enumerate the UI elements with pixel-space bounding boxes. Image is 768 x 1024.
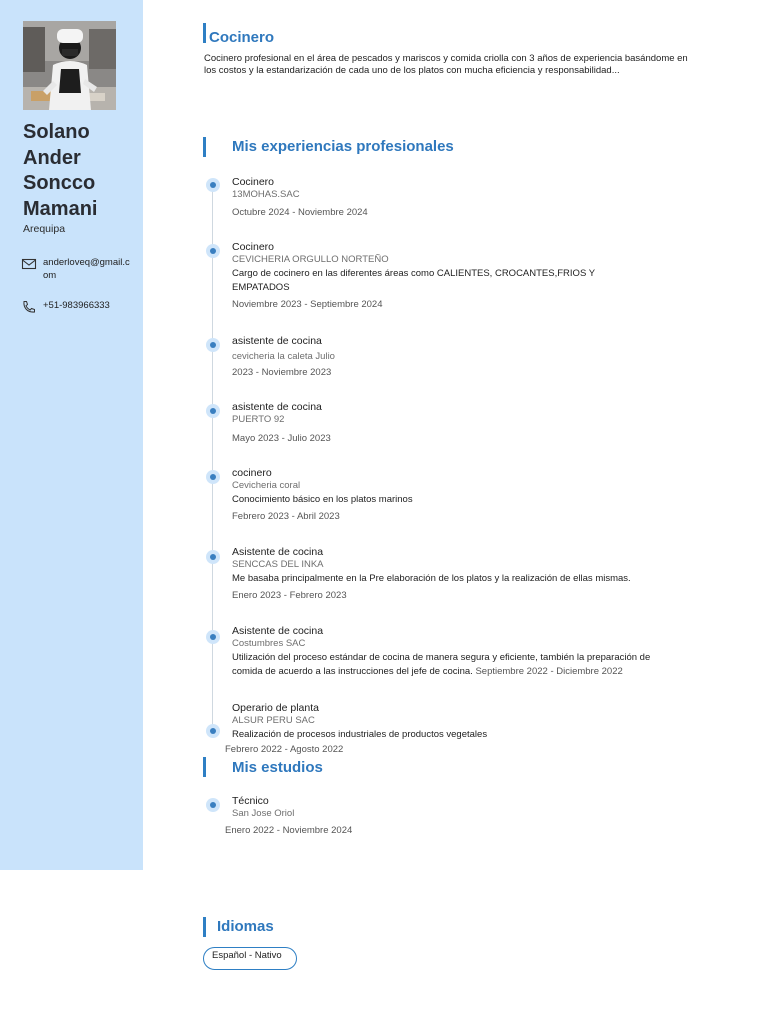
experience-dates: Febrero 2022 - Agosto 2022: [225, 744, 344, 755]
experience-title: Cocinero: [232, 176, 275, 188]
name-fourth: Mamani: [23, 197, 98, 220]
timeline-dot: [206, 338, 220, 352]
timeline-dot: [206, 244, 220, 258]
experience-dates: Febrero 2023 - Abril 2023: [232, 510, 340, 522]
education-title: Técnico: [232, 795, 269, 807]
education-item: [232, 795, 682, 821]
experience-item: [232, 401, 682, 445]
experience-description: Utilización del proceso estándar de cocina de manera segura y eficiente, también la preparación de comida de acuerdo a las instrucciones del jefe de cocina.: [232, 651, 651, 677]
experience-title: Operario de planta: [232, 702, 319, 714]
experience-item: [232, 335, 682, 379]
timeline-dot: [206, 470, 220, 484]
mail-icon: [21, 257, 37, 271]
chef-photo-illustration: [23, 21, 116, 110]
experience-description: Cargo de cocinero en las diferentes áreas como CALIENTES, CROCANTES,FRIOS Y EMPATADOS: [232, 267, 595, 293]
timeline-dot: [206, 404, 220, 418]
experience-dates: Mayo 2023 - Julio 2023: [232, 432, 331, 444]
experience-item: [232, 625, 682, 679]
experience-title: Asistente de cocina: [232, 546, 324, 558]
experience-org: Cevicheria coral: [232, 480, 301, 491]
experience-accent-bar: [203, 137, 206, 157]
timeline-dot: [206, 724, 220, 738]
timeline-dot: [206, 798, 220, 812]
education-accent-bar: [203, 757, 206, 777]
language-pill: Español - Nativo: [203, 947, 297, 970]
summary-text: Cocinero profesional en el área de pescados y mariscos y comida criolla con 3 años de experiencia basándome en los costos y la estandarización de cada uno de los platos con mucha eficiencia y responsabilidad...: [204, 53, 688, 77]
experience-title: Asistente de cocina: [232, 625, 324, 637]
experience-item: [232, 241, 682, 311]
city: Arequipa: [23, 223, 66, 235]
experience-item: [232, 702, 682, 742]
name-third: Soncco: [23, 172, 96, 194]
email-text[interactable]: anderloveq@gmail.com: [43, 257, 130, 281]
experience-dates: Octubre 2024 - Noviembre 2024: [232, 206, 368, 218]
languages-heading: Idiomas: [217, 918, 274, 935]
experience-org: 13MOHAS.SAC: [232, 189, 300, 200]
experience-org: cevicheria la caleta Julio: [232, 351, 335, 362]
experience-org: ALSUR PERU SAC: [232, 715, 315, 726]
person-name: [23, 120, 138, 222]
experience-dates: Septiembre 2022 - Diciembre 2022: [475, 665, 623, 677]
experience-title: Cocinero: [232, 241, 275, 253]
phone-icon: [21, 300, 37, 314]
phone-text[interactable]: +51-983966333: [43, 300, 110, 311]
experience-dates: Enero 2023 - Febrero 2023: [232, 589, 347, 601]
experience-dates: Noviembre 2023 - Septiembre 2024: [232, 298, 383, 310]
education-dates: Enero 2022 - Noviembre 2024: [225, 825, 353, 836]
education-org: San Jose Oriol: [232, 808, 295, 819]
sidebar: [0, 0, 143, 870]
name-first: Solano: [23, 121, 90, 143]
experience-org: CEVICHERIA ORGULLO NORTEÑO: [232, 254, 389, 265]
summary-title: Cocinero: [209, 29, 275, 46]
experience-org: Costumbres SAC: [232, 638, 306, 649]
experience-description: Realización de procesos industriales de productos vegetales: [232, 728, 488, 740]
experience-heading: Mis experiencias profesionales: [232, 138, 454, 155]
timeline-line: [212, 184, 213, 734]
email-contact[interactable]: [21, 256, 133, 282]
phone-contact[interactable]: [21, 299, 133, 314]
education-heading: Mis estudios: [232, 759, 323, 776]
summary-accent-bar: [203, 23, 206, 43]
timeline-dot: [206, 630, 220, 644]
experience-title: asistente de cocina: [232, 335, 322, 347]
name-second: Ander: [23, 146, 81, 169]
experience-dates: 2023 - Noviembre 2023: [232, 366, 332, 378]
experience-description: Me basaba principalmente en la Pre elaboración de los platos y la realización de ellas mismas.: [232, 572, 631, 584]
profile-photo: [23, 21, 116, 110]
timeline-dot: [206, 550, 220, 564]
timeline-dot: [206, 178, 220, 192]
languages-accent-bar: [203, 917, 206, 937]
experience-item: [232, 467, 682, 523]
experience-org: PUERTO 92: [232, 414, 285, 425]
experience-title: cocinero: [232, 467, 272, 479]
experience-org: SENCCAS DEL INKA: [232, 559, 324, 570]
experience-title: asistente de cocina: [232, 401, 322, 413]
experience-item: [232, 176, 682, 219]
experience-item: [232, 546, 682, 602]
experience-description: Conocimiento básico en los platos marinos: [232, 493, 413, 505]
